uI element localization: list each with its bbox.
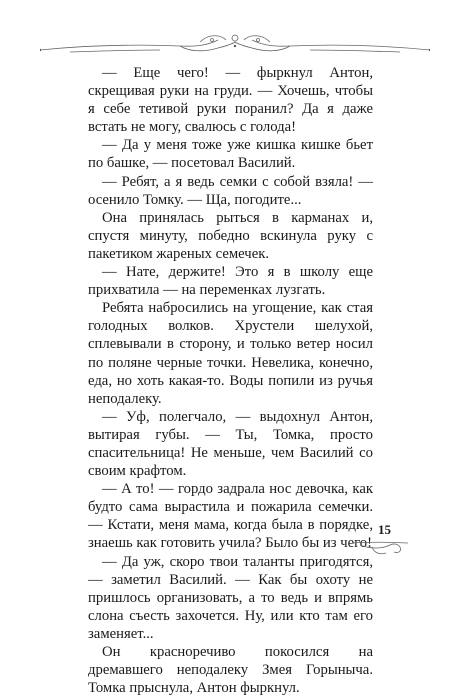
- header-ornament: [40, 22, 430, 62]
- paragraph: — Да уж, скоро твои таланты пригодятся, — заметил Василий. — Как бы охоту не пришлось организовать, а то ведь и впрямь слона съесть захочется. Ну, или кто там его заменяет...: [88, 553, 373, 642]
- paragraph: — Ребят, а я ведь семки с собой взяла! — осенило Томку. — Ща, погодите...: [88, 173, 373, 208]
- text-body: [88, 64, 373, 697]
- paragraph: — А то! — гордо задрала нос девочка, как будто сама вырастила и пожарила семечки. — Кстати, меня мама, когда была в порядке, знаешь как готовить учила? Было бы из чего!: [88, 481, 373, 552]
- paragraph: Он красноречиво покосился на дремавшего неподалеку Змея Горыныча. Томка прыснула, Антон фыркнул.: [88, 644, 373, 697]
- paragraph: — Уф, полегчало, — выдохнул Антон, вытирая губы. — Ты, Томка, просто спасительница! Не меньше, чем Василий со своим крафтом.: [88, 408, 373, 480]
- paragraph: — Да у меня тоже уже кишка кишке бьет по башке, — посетовал Василий.: [88, 137, 373, 172]
- paragraph: — Нате, держите! Это я в школу еще прихватила — на переменках лузгать.: [88, 264, 373, 299]
- paragraph: Ребята набросились на угощение, как стая голодных волков. Хрустели шелухой, сплевывали в сторону, и только ветер носил по поляне черные точки. Невелика, конечно, еда, но хоть какая-то. Воды попили из ручья неподалеку.: [88, 300, 373, 407]
- paragraph: — Еще чего! — фыркнул Антон, скрещивая руки на груди. — Хочешь, чтобы я себе тетивой руки поранил? Да я даже встать не могу, свалюсь с голода!: [88, 65, 373, 136]
- page-number: 15: [378, 522, 391, 537]
- footer-ornament: [350, 535, 412, 561]
- paragraph: Она принялась рыться в карманах и, спустя минуту, победно вскинула руку с пакетиком жареных семечек.: [88, 209, 373, 262]
